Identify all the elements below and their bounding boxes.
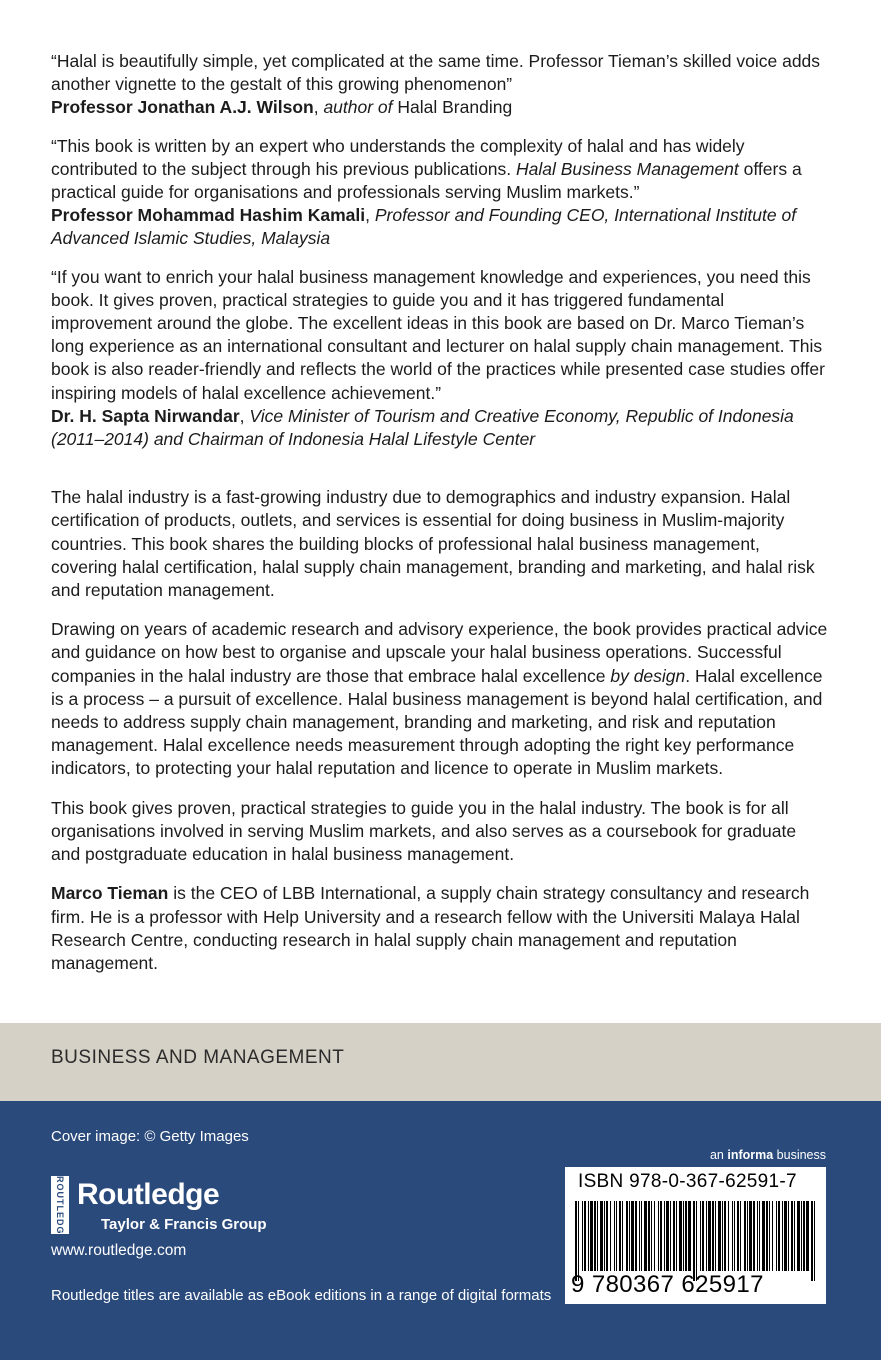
description-paragraph-1: The halal industry is a fast-growing industry due to demographics and industry expansion. Halal certification of products, outlets, and services is essential for doing business in Muslim-majority countries. This book shares the building blocks of professional halal business management, covering halal certification, halal supply chain management, branding and marketing, and halal risk and reputation management. (51, 487, 815, 601)
publisher-website[interactable]: www.routledge.com (51, 1242, 187, 1259)
barcode-bar (702, 1201, 704, 1271)
barcode-bar (644, 1201, 647, 1271)
reviewer-name: Dr. H. Sapta Nirwandar (51, 405, 240, 426)
by-design-italic: by design (610, 665, 686, 686)
barcode-bar (616, 1201, 617, 1271)
book-title-italic: Halal Business Management (516, 158, 739, 179)
routledge-logo (51, 1176, 291, 1242)
back-cover-text (51, 50, 829, 975)
reviewer-role: author of (323, 97, 393, 118)
description-paragraph-2: Drawing on years of academic research and advisory experience, the book provides practical advice and guidance on how best to organise and upscale your halal business operations. Successful companies in the halal industry are those that embrace halal excellence by design. Halal excellence is a process – a pursuit of excellence. Halal business management is beyond halal certification, and needs to address supply chain management, branding and marketing, and risk and reputation management. Halal excellence needs measurement through adopting the right key performance indicators, to protecting your halal reputation and licence to operate in Muslim markets. (51, 619, 828, 779)
author-name: Marco Tieman (51, 883, 169, 904)
barcode-bar (747, 1201, 748, 1271)
barcode-bar (673, 1201, 675, 1271)
barcode-bar (744, 1201, 746, 1271)
category-band (0, 1023, 881, 1101)
barcode-bar (614, 1201, 615, 1271)
barcode-bar (737, 1201, 739, 1271)
barcode-bar (654, 1201, 655, 1271)
barcode-bar (776, 1201, 777, 1271)
reviewer-role: Vice Minister of Tourism and Creative Economy, Republic of Indonesia (2011–2014) and Chairman of Indonesia Halal Lifestyle Center (51, 405, 794, 450)
barcode-bar (724, 1201, 726, 1271)
barcode-bar (676, 1201, 677, 1271)
barcode-bar (666, 1201, 669, 1271)
barcode-bar (588, 1201, 589, 1271)
review-2 (51, 135, 829, 251)
barcode-bar (626, 1201, 628, 1271)
barcode-bar (606, 1201, 608, 1271)
barcode-bar (700, 1201, 701, 1271)
description-paragraph-3: This book gives proven, practical strategies to guide you in the halal industry. The book is for all organisations involved in serving Muslim markets, and also serves as a coursebook for graduate and postgraduate education in halal business management. (51, 797, 797, 865)
review-quote: “If you want to enrich your halal business management knowledge and experiences, you need this book. It gives proven, practical strategies to guide you and it has triggered fundamental improvement around the globe. The excellent ideas in this book are based on Dr. Marco Tieman’s long experience as an international consultant and lecturer on halal supply chain management. This book is also reader-friendly and reflects the world of the practices while presented case studies offer inspiring models of halal excellence achievement.” (51, 266, 825, 403)
barcode-bar (740, 1201, 741, 1271)
barcode-bar (718, 1201, 721, 1271)
barcode-bar (784, 1201, 787, 1271)
barcode-bar (715, 1201, 716, 1271)
barcode-bar (679, 1201, 682, 1271)
informa-tagline: an informa business (709, 1148, 826, 1162)
publisher-group: Taylor & Francis Group (101, 1216, 267, 1233)
barcode-bar (801, 1201, 802, 1271)
barcode-bar (759, 1201, 760, 1271)
barcode-bar (706, 1201, 707, 1271)
barcode-bar (788, 1201, 789, 1271)
barcode-bar (619, 1201, 621, 1271)
barcode-bar (693, 1201, 695, 1281)
barcode-bar (582, 1201, 583, 1271)
author-bio: Marco Tieman is the CEO of LBB International, a supply chain strategy consultancy and research firm. He is a professor with Help University and a research fellow with the Universiti Malaya Halal Research Centre, conducting research in halal supply chain management and reputation management. (51, 883, 810, 973)
barcode-bar (749, 1201, 752, 1271)
reviewer-role: Professor and Founding CEO, International Institute of Advanced Islamic Studies, Malaysia (51, 205, 797, 249)
review-quote: “This book is written by an expert who understands the complexity of halal and has widely contributed to the subject through his previous publications. Halal Business Management offers a practical guide for organisations and professionals serving Muslim markets.” (51, 135, 802, 203)
barcode-bar (683, 1201, 684, 1271)
isbn-number: ISBN 978-0-367-62591-7 (578, 1171, 797, 1192)
barcode-bar (635, 1201, 637, 1271)
barcode-bar (782, 1201, 783, 1271)
barcode-bar (631, 1201, 634, 1271)
category-label: BUSINESS AND MANAGEMENT (51, 1047, 345, 1068)
barcode-bar (791, 1201, 793, 1271)
barcode-bar (670, 1201, 671, 1271)
barcode-bar (762, 1201, 765, 1271)
barcode-bar (772, 1201, 773, 1271)
barcode-bar (734, 1201, 735, 1271)
barcode-bar (708, 1201, 711, 1271)
publisher-name: Routledge (77, 1178, 220, 1211)
barcode-bar (794, 1201, 795, 1271)
barcode-bar (757, 1201, 758, 1271)
reviewer-role-plain: Halal Branding (392, 97, 513, 118)
barcode-bar (688, 1201, 691, 1271)
barcode-bar (803, 1201, 805, 1271)
barcode-bar (664, 1201, 665, 1271)
barcode-bar (610, 1201, 611, 1271)
barcode-bar (814, 1201, 815, 1281)
ebook-note: Routledge titles are available as eBook editions in a range of digital formats (51, 1287, 552, 1304)
barcode-bar (600, 1201, 603, 1271)
barcode-bar (732, 1201, 733, 1271)
barcode-bar (658, 1201, 659, 1271)
barcode-bar (651, 1201, 652, 1271)
barcode-bar (629, 1201, 630, 1271)
review-quote: “Halal is beautifully simple, yet complicated at the same time. Professor Tieman’s skilled voice adds another vignette to the gestalt of this growing phenomenon” (51, 51, 821, 95)
review-attribution: Professor Jonathan A.J. Wilson, author of Halal Branding (51, 97, 513, 118)
reviewer-name: Professor Jonathan A.J. Wilson (51, 97, 314, 118)
barcode-bar (604, 1201, 605, 1271)
barcode-bar (712, 1201, 714, 1271)
barcode-bar (778, 1201, 780, 1271)
isbn-barcode (565, 1167, 826, 1304)
barcode-bar (811, 1201, 813, 1281)
barcode-bar (797, 1201, 800, 1271)
barcode-bar (696, 1201, 697, 1281)
barcode-bar (584, 1201, 586, 1271)
barcode-bar (648, 1201, 650, 1271)
barcode-bar (753, 1201, 755, 1271)
barcode-bar (578, 1201, 579, 1281)
publisher-footer (0, 1101, 881, 1360)
barcode-digits: 9 780367 625917 (571, 1271, 764, 1298)
routledge-mark-icon: ROUTLEDGE (51, 1176, 69, 1234)
barcode-bar (641, 1201, 642, 1271)
review-attribution: Dr. H. Sapta Nirwandar, Vice Minister of Tourism and Creative Economy, Republic of Indonesia (2011–2014) and Chairman of Indonesia Halal Lifestyle Center (51, 405, 794, 450)
barcode-bar (660, 1201, 662, 1271)
barcode-bar (597, 1201, 598, 1271)
barcode-bar (590, 1201, 593, 1271)
barcode-bar (575, 1201, 577, 1281)
barcode-bar (639, 1201, 640, 1271)
barcode-bar (594, 1201, 596, 1271)
barcode-bar (806, 1201, 809, 1271)
review-3 (51, 266, 829, 452)
barcode-bar (766, 1201, 768, 1271)
barcode-bar (728, 1201, 729, 1271)
barcode-bar (769, 1201, 770, 1271)
reviewer-name: Professor Mohammad Hashim Kamali (51, 205, 366, 226)
review-attribution: Professor Mohammad Hashim Kamali, Professor and Founding CEO, International Institute of Advanced Islamic Studies, Malaysia (51, 205, 797, 249)
barcode-bar (722, 1201, 723, 1271)
barcode-bar (622, 1201, 623, 1271)
barcode-bar (685, 1201, 687, 1271)
review-1 (51, 50, 829, 120)
cover-credit: Cover image: © Getty Images (51, 1128, 249, 1145)
